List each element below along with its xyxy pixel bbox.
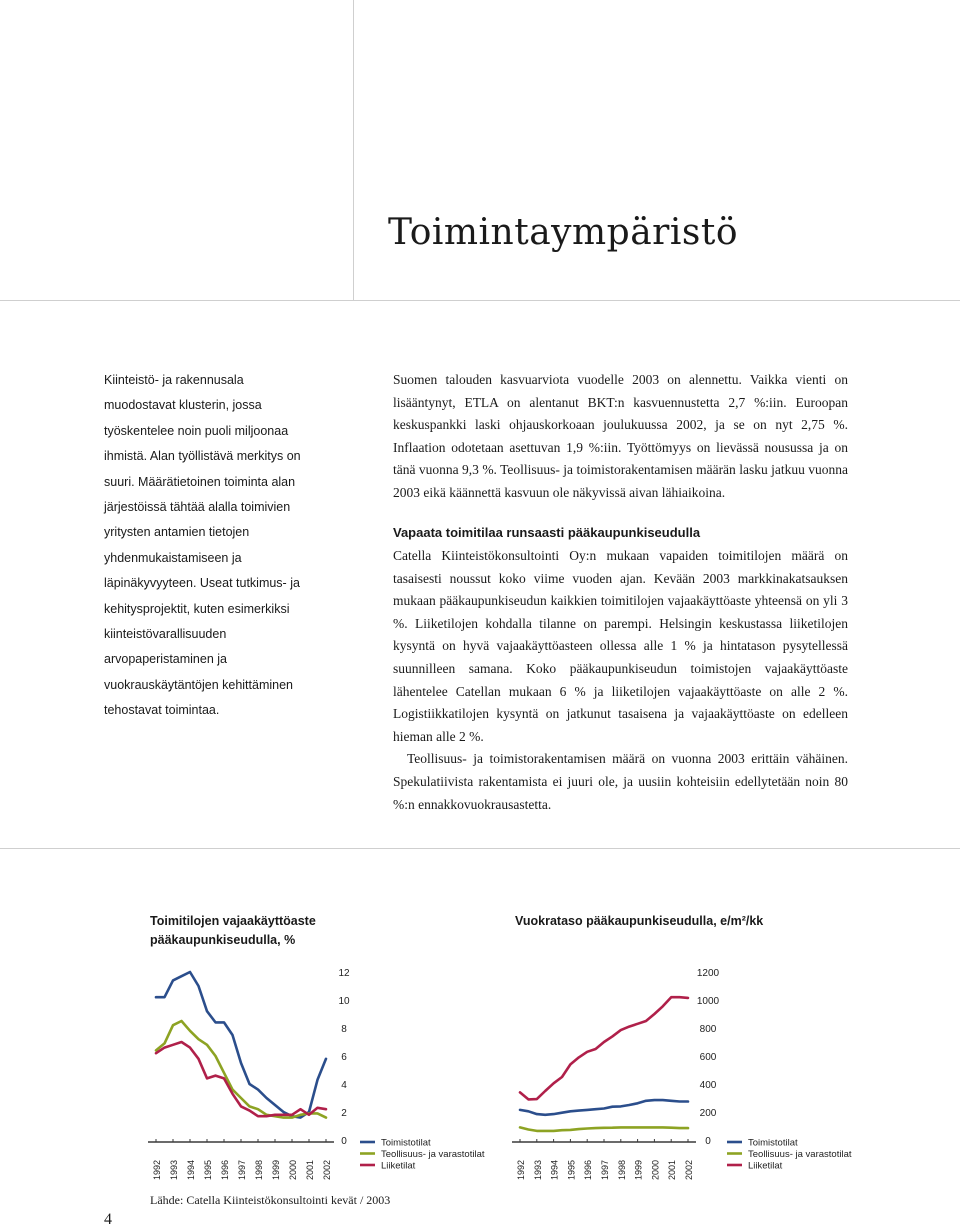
- rent-y-label-0: 0: [705, 1136, 711, 1147]
- body-paragraph-1: Suomen talouden kasvuarviota vuodelle 2003 on alennettu. Vaikka vienti on lisääntynyt, ETLA on alentanut BKT:n kasvuennustetta 2,7 %:iin. Euroopan keskuspankki laski ohjauskorkoaan joulukuussa 2002, ja se on nyt 2,75 %. Inflaation odotetaan asettuvan 1,9 %:iin. Työttömyys on lievässä nousussa ja on tänä vuonna 9,3 %. Teollisuus- ja toimistorakentamisen määrän lasku jatkuu vuonna 2003 eikä käännettä kasvuun ole näkyvissä aivan lähiaikoina.: [393, 372, 848, 500]
- rent-legend-label-industrial: Teollisuus- ja varastotilat: [748, 1149, 852, 1160]
- rent-x-label-1993: 1993: [532, 1159, 543, 1181]
- rent-x-label-1994: 1994: [549, 1159, 560, 1181]
- rent-y-label-1200: 1200: [696, 968, 720, 979]
- vacancy-y-label-0: 0: [341, 1136, 347, 1147]
- vacancy-x-label-1996: 1996: [220, 1159, 230, 1181]
- rent-series-office: [520, 1100, 688, 1115]
- vacancy-x-label-2002: 2002: [322, 1159, 332, 1181]
- rent-x-label-2000: 2000: [650, 1159, 661, 1181]
- vacancy-y-label-12: 12: [338, 968, 350, 979]
- rent-legend-label-office: Toimistotilat: [748, 1137, 798, 1149]
- rent-x-label-1995: 1995: [566, 1159, 577, 1181]
- page-title: Toimintaympäristö: [388, 212, 738, 253]
- vacancy-y-label-8: 8: [341, 1024, 347, 1035]
- rent-x-label-1998: 1998: [616, 1159, 627, 1181]
- body-paragraph-2: Catella Kiinteistökonsultointi Oy:n mukaan vapaiden toimitilojen määrä on tasaisesti noussut koko viime vuoden ajan. Kevään 2003 markkinakatsauksen mukaan pääkaupunkiseudun kaikkien toimitilojen vajaakäyttöaste yhteensä on yli 3 %. Liiketilojen kohdalla tilanne on parempi. Helsingin keskustassa liiketilojen kysyntä on hyvä vajaakäyttöasteen ollessa alle 1 % ja hintatason pysytellessä suunnilleen samana. Koko pääkaupunkiseudun toimistojen vajaakäyttöaste lähentelee Catellan mukaan 6 % ja liiketilojen vajaakäyttöaste on alle 2 %. Logistiikkatilojen kysyntä on jatkunut tasaisena ja vajaakäyttöaste on edelleen hieman alle 2 %.: [393, 548, 848, 744]
- vacancy-x-label-1994: 1994: [186, 1159, 196, 1181]
- vacancy-x-label-1995: 1995: [203, 1159, 213, 1181]
- vacancy-x-label-1993: 1993: [169, 1159, 179, 1181]
- rent-y-label-600: 600: [699, 1052, 717, 1063]
- vacancy-legend-label-industrial: Teollisuus- ja varastotilat: [381, 1149, 485, 1160]
- vacancy-y-label-10: 10: [338, 996, 350, 1007]
- vacancy-legend-label-retail: Liiketilat: [381, 1160, 416, 1172]
- chart-title-rent: Vuokrataso pääkaupunkiseudulla, e/m²/kk: [515, 914, 764, 928]
- vacancy-x-label-1999: 1999: [271, 1159, 281, 1181]
- vacancy-x-label-1998: 1998: [254, 1159, 264, 1181]
- vacancy-x-label-2001: 2001: [305, 1159, 315, 1181]
- section-subheading: Vapaata toimitilaa runsaasti pääkaupunkiseudulla: [393, 525, 701, 540]
- rent-y-label-400: 400: [699, 1080, 717, 1091]
- rent-x-label-1992: 1992: [516, 1159, 526, 1181]
- vacancy-x-label-1997: 1997: [237, 1159, 247, 1181]
- rent-legend-label-retail: Liiketilat: [748, 1160, 783, 1172]
- vacancy-series-office: [156, 972, 326, 1118]
- vacancy-series-retail: [156, 1042, 326, 1116]
- body-paragraph-3: Teollisuus- ja toimistorakentamisen määrä on vuonna 2003 erittäin vähäinen. Spekulatiivista rakentamista ei juuri ole, ja uusiin kohteisiin edellytetään noin 80 %:n ennakkovuokrausastetta.: [393, 751, 848, 812]
- vacancy-x-label-2000: 2000: [288, 1159, 298, 1181]
- chart-title-vacancy: Toimitilojen vajaakäyttöaste pääkaupunkiseudulla, %: [150, 914, 316, 947]
- rent-x-label-2001: 2001: [667, 1159, 678, 1181]
- rent-x-label-1999: 1999: [633, 1159, 644, 1181]
- rent-x-label-2002: 2002: [684, 1159, 694, 1181]
- source-note: Lähde: Catella Kiinteistökonsultointi kevät / 2003: [150, 1193, 391, 1207]
- page-number: 4: [104, 1211, 112, 1228]
- vacancy-y-label-6: 6: [341, 1052, 347, 1063]
- rent-y-label-800: 800: [699, 1024, 717, 1035]
- rent-series-industrial: [520, 1127, 688, 1131]
- sidebar-text: Kiinteistö- ja rakennusala muodostavat klusterin, jossa työskentelee noin puoli miljoonaa ihmistä. Alan työllistävä merkitys on suuri. Määrätietoinen toiminta alan järjestöissä tähtää alalla toimivien yritysten antamien tietojen yhdenmukaistamiseen ja läpinäkyvyyteen. Useat tutkimus- ja kehitysprojektit, kuten esimerkiksi kiinteistövarallisuuden arvopaperistaminen ja vuokrauskäytäntöjen kehittäminen tehostavat toimintaa.: [104, 373, 301, 718]
- rent-y-label-1000: 1000: [696, 996, 720, 1007]
- rent-x-label-1996: 1996: [583, 1159, 594, 1181]
- vacancy-legend-label-office: Toimistotilat: [381, 1137, 431, 1149]
- vacancy-y-label-2: 2: [341, 1108, 347, 1119]
- rent-x-label-1997: 1997: [600, 1159, 610, 1181]
- vacancy-series-industrial: [156, 1021, 326, 1118]
- vacancy-x-label-1992: 1992: [152, 1159, 162, 1181]
- vacancy-y-label-4: 4: [341, 1080, 347, 1091]
- rent-y-label-200: 200: [699, 1108, 717, 1119]
- rent-series-retail: [520, 997, 688, 1099]
